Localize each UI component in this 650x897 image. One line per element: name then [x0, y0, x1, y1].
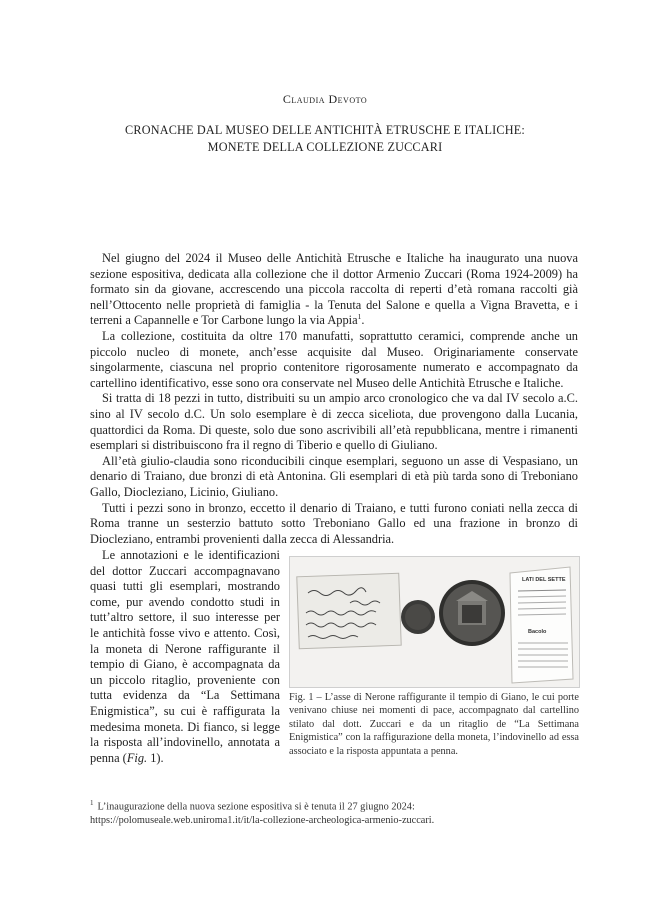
paragraph-1-text: Nel giugno del 2024 il Museo delle Antichità Etrusche e Italiche ha inaugurato una nuova sezione espositiva, dedicata alla collezione che il dottor Armenio Zuccari (Roma 1924-2009) ha formato sin da giovane, accrescendo una piccola raccolta di reperti d’età romana raccolti già nell’Ottocento nelle proprietà di famiglia - la Tenuta del Salone e quella a Vigna Bravetta, e i terreni a Capannelle e Tor Carbone lungo la via Appia	[90, 251, 578, 328]
article-body	[90, 251, 578, 547]
coin-janus-temple	[439, 580, 505, 646]
figure-photo	[290, 557, 579, 687]
figure-caption: Fig. 1 – L’asse di Nerone raffigurante il tempio di Giano, le cui porte venivano chiuse nei momenti di pace, accompagnato dal cartellino stilato dal dott. Zuccari e da un ritaglio de “La Settimana Enigmistica” con la raffigurazione della moneta, l’indovinello ad essa associato e la risposta appuntata a penna.	[289, 692, 579, 757]
paragraph-4: All’età giulio-claudia sono riconducibili cinque esemplari, seguono un asse di Vespasiano, un denario di Traiano, due bronzi di età Antonina. Gli esemplari di età più tarda sono di Treboniano Gallo, Diocleziano, Licinio, Giuliano.	[90, 453, 578, 499]
footnote-mark: 1	[90, 799, 94, 807]
footnote-ref[interactable]: 1	[357, 312, 362, 322]
title-line-2: MONETE DELLA COLLEZIONE ZUCCARI	[207, 140, 443, 154]
handwritten-card	[297, 573, 401, 649]
author-name: Claudia Devoto	[282, 92, 368, 106]
footnote-text: L’inaugurazione della nuova sezione espositiva si è tenuta il 27 giugno 2024: https://polomuseale.web.uniroma1.it/it/la-collezione-archeologica-armenio-zuccari.	[90, 801, 435, 827]
paragraph-1	[90, 251, 578, 329]
figure-ref[interactable]: Fig.	[126, 750, 148, 765]
paragraph-2: La collezione, costituita da oltre 170 manufatti, soprattutto ceramici, comprende anche un piccolo nucleo di monete, anch’esse acquisite dal Museo. Originariamente conservate singolarmente, ciascuna nel proprio contenitore rigorosamente numerato e accompagnato da cartellino identificativo, esse sono ora conservate nel Museo delle Antichità Etrusche e Italiche.	[90, 328, 578, 390]
small-coin	[401, 600, 435, 634]
wrapped-column	[90, 548, 280, 766]
paragraph-6	[90, 548, 280, 766]
paragraph-3: Si tratta di 18 pezzi in tutto, distribuiti su un ampio arco cronologico che va dal IV secolo a.C. sino al IV secolo d.C. Un solo esemplare è di zecca siceliota, due provengono dalla Lucania, quattordici da Roma. Di queste, solo due sono ascrivibili all’età repubblicana, mentre i rimanenti esemplari si distribuiscono fra il regno di Tiberio e quello di Giuliano.	[90, 391, 578, 453]
footnote	[90, 797, 580, 828]
article-title	[60, 122, 590, 156]
paragraph-5: Tutti i pezzi sono in bronzo, eccetto il denario di Traiano, e tutti furono coniati nella zecca di Roma tranne un sesterzio battuto sotto Treboniano Gallo ed una frazione in bronzo di Diocleziano, entrambi provenienti dalla zecca di Alessandria.	[90, 500, 578, 546]
paragraph-6-end: 1).	[147, 750, 164, 765]
paragraph-1-end: .	[361, 313, 365, 328]
paragraph-6-text: Le annotazioni e le identificazioni del dottor Zuccari accompagnavano quasi tutti gli esemplari, mostrando come, pur avendo condotto studi in tutt’altro settore, il suo interesse per le antichità fosse vivo e attento. Così, la moneta di Nerone raffigurante il tempio di Giano, è accompagnata da un piccolo ritaglio, proveniente con tutta evidenza da “La Settimana Enigmistica”, su cui è raffigurata la medesima moneta. Di fianco, si legge la risposta all’indovinello, annotata a penna (	[90, 548, 280, 765]
figure-1	[289, 556, 580, 688]
clipping-coin	[534, 577, 566, 651]
clip-header: LATI DEL SETTE	[522, 577, 566, 583]
clip-word: Bacolo	[528, 629, 547, 635]
title-line-1: CRONACHE DAL MUSEO DELLE ANTICHITÀ ETRUSCHE E ITALICHE:	[125, 123, 525, 137]
